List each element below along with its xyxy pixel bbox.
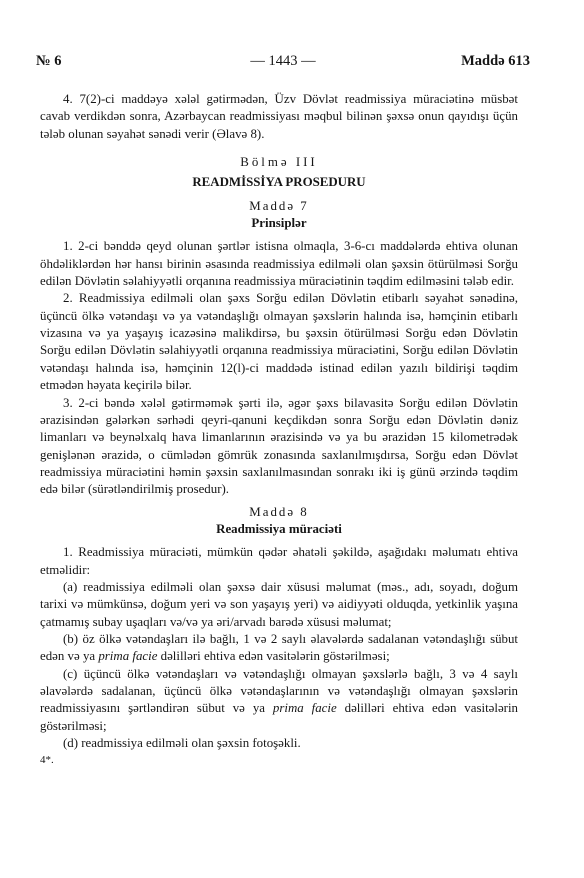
- article-7-paragraph-1: 1. 2-ci bənddə qeyd olunan şərtlər istisna olmaqla, 3-6-cı maddələrdə ehtiva olunan öhdəliklərdən hər hansı birinin əsasında readmissiya edilməli olan şəxsin ötürülməsi Sorğu edilən Dövlətin səlahiyyətli orqanına readmissiya müraciətinin təqdim edilməsini tələb edir.: [40, 239, 518, 289]
- article-8-paragraph-1: 1. Readmissiya müraciəti, mümkün qədər əhatəli şəkildə, aşağıdakı məlumatı ehtiva etməlidir:: [40, 545, 518, 577]
- item-b-italic-term: prima facie: [98, 649, 158, 664]
- item-c-italic-term: prima facie: [272, 701, 337, 716]
- article-8-item-b: [40, 631, 518, 666]
- footer-signature-mark: 4*.: [40, 754, 54, 767]
- issue-number: № 6: [36, 53, 62, 69]
- article-7-title: Prinsiplər: [251, 216, 307, 231]
- section-label: Bölmə III: [240, 155, 318, 170]
- article-7-number: Maddə 7: [249, 198, 309, 213]
- article-7-paragraph-3: 3. 2-ci bəndə xələl gətirməmək şərti ilə, əgər şəxs bilavasitə Sorğu edilən Dövlətin ərazisindən gələrkən sərhədi qeyri-qanuni keçdikdən sonra Sorğu edən Dövlətin dəniz limanları və beynəlxalq hava limanlarının ərazisində və ya bu ərazidən 15 kilometrədək genişlənən ərazidə, o cümlədən gömrük zonasında saxlanılmışdırsa, Sorğu edən Dövlət readmissiya müraciətini həmin şəxsin saxlanılmasından sonrakı iki iş günü ərzində təqdim edə bilər (sürətləndirilmiş prosedur).: [40, 395, 518, 497]
- article-8-item-d: (d) readmissiya edilməli olan şəxsin fotoşəkli.: [63, 736, 301, 751]
- item-b-text-start: (b) öz ölkə vətəndaşları ilə bağlı, 1 və 2 saylı əlavələrdə sadalanan vətəndaşlığı sübut edən və ya: [40, 631, 518, 664]
- intro-paragraph: 4. 7(2)-ci maddəyə xələl gətirmədən, Üzv Dövlət readmissiya müraciətinə müsbət cavab verdikdən sonra, Azərbaycan readmissiyası məqbul bilinən şəxsə onun qayıdışı üçün tələb olunan səyahət sənədi verir (Əlavə 8).: [40, 92, 518, 141]
- item-c-text-start: (c) üçüncü ölkə vətəndaşları və vətəndaşlığı olmayan şəxslərlə bağlı, 3 və 4 saylı əlavələrdə sadalanan, üçüncü ölkə vətəndaşlarının və vətəndaşlığı olmayan şəxslərin readmissiyasını şərtləndirən sübut və ya: [40, 666, 518, 716]
- page-body: [40, 91, 518, 770]
- page-header: [36, 53, 530, 73]
- article-8-number: Maddə 8: [249, 504, 309, 519]
- item-b-text-end: dəlilləri ehtiva edən vasitələrin göstərilməsi;: [157, 649, 390, 664]
- item-c-text-end: dəlilləri ehtiva edən vasitələrin göstərilməsi;: [40, 701, 518, 733]
- page-number: — 1443 —: [250, 53, 316, 69]
- article-8-title: Readmissiya müraciəti: [216, 521, 342, 536]
- article-8-item-c: [40, 666, 518, 735]
- article-7-paragraph-2: 2. Readmissiya edilməli olan şəxs Sorğu edilən Dövlətin etibarlı səyahət sənədinə, üçüncü ölkə vətəndaşı və ya vətəndaşlığı olmayan şəxslərin halında isə, həmçinin etibarlı vizasına və ya yaşayış icazəsinə malikdirsə, bu şəxsin ötürülməsi Sorğu edən Dövlətin Sorğu edilən Dövlətin səlahiyyətli orqanına readmissiya müraciətini, Sorğu edilən Dövlətin vətəndaşı halında isə, həmçinin 12(l)-ci maddədə istinad edilən yazılı bildirişi təqdim etmədən həyata keçirilə bilər.: [40, 291, 518, 393]
- article-8-item-a: (a) readmissiya edilməli olan şəxsə dair xüsusi məlumat (məs., adı, soyadı, doğum tarixi və mümkünsə, doğum yeri və son yaşayış yeri) və aidiyyəti olduqda, yetkinlik yaşına çatmamış subay uşaqları və/və ya əri/arvadı barədə xüsusi məlumat;: [40, 579, 518, 629]
- section-title: READMİSSİYA PROSEDURU: [192, 175, 366, 190]
- article-reference: Maddə 613: [461, 53, 530, 69]
